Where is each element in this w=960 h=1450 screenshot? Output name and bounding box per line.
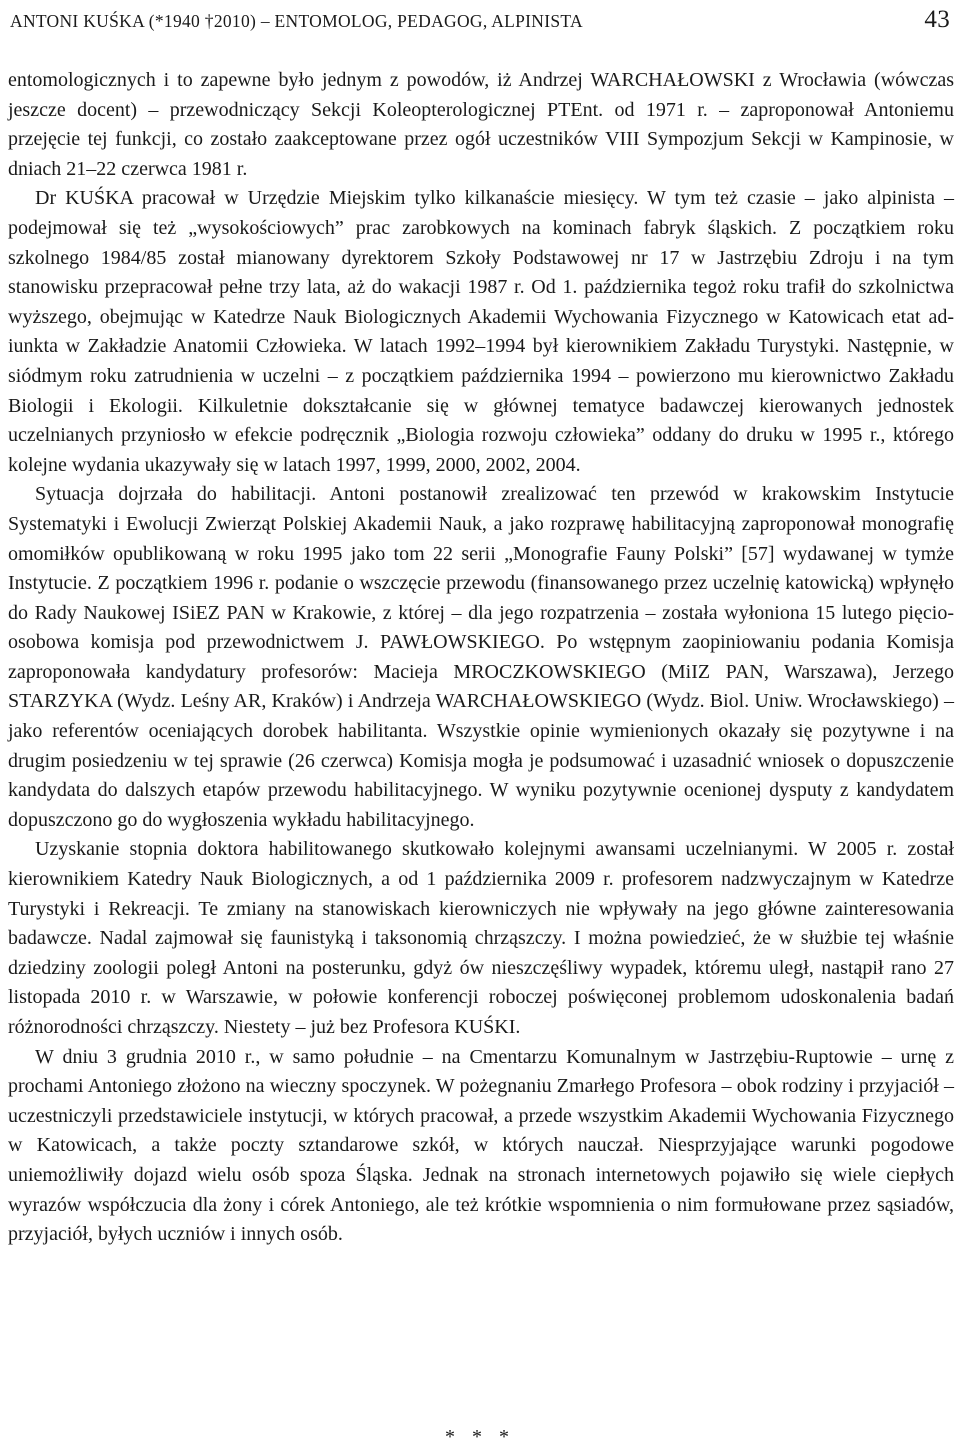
paragraph-continuation: entomologicznych i to zapewne było jednym z powodów, iż Andrzej WARCHAŁOWSKI z Wrocławia (wówczas jeszcze docent) – przewodniczący Sekcji Koleopterologicznej PTEnt. od 1971 r. – zaproponował Antoniemu przejęcie tej funkcji, co zostało zaakceptowane przez ogół uczestników VIII Sympozjum Sekcji w Kampinosie, w dniach 21–22 czerwca 1981 r. [8,69,954,180]
paragraph-career: Dr KUŚKA pracował w Urzędzie Miejskim tylko kilkanaście miesięcy. W tym też czasie – jako alpinista – podejmował się też „wysokościowych” prac zarobkowych na kominach fabryk śląskich. Z początkiem roku szkolnego 1984/85 został mianowany dyrektorem Szkoły Podstawowej nr 17 w Jastrzębiu Zdroju i na tym stanowisku przepracował pełne trzy lata, aż do wakacji 1987 r. Od 1. października tegoż roku trafił do szkolnictwa wyższego, obejmując w Katedrze Nauk Biologicznych Akademii Wychowania Fizycznego w Katowicach etat adiunkta w Zakładzie Anatomii Człowieka. W latach 1992–1994 był kierownikiem Zakładu Turystyki. Następnie, w siódmym roku zatrudnienia w uczelni – z początkiem października 1994 – powierzono mu kierownictwo Zakładu Biologii i Ekologii. Kilkuletnie dokształcanie się w głównej tematyce badawczej kierowanych jednostek uczelnianych przyniosło w efekcie podręcznik „Biologia rozwoju człowieka” oddany do druku w 1995 r., którego kolejne wydania ukazywały się w latach 1997, 1999, 2000, 2002, 2004. [8,187,954,476]
article-body [8,66,954,1250]
page-number: 43 [924,6,950,33]
paragraph-funeral: W dniu 3 grudnia 2010 r., w samo południe – na Cmentarzu Komunalnym w Jastrzębiu-Ruptowie – urnę z prochami Antoniego złożono na wieczny spoczynek. W pożegnaniu Zmarłego Profesora – obok rodziny i przyjaciół – uczestniczyli przedstawiciele instytucji, w których pracował, a przede wszystkim Akademii Wychowania Fizycznego w Katowicach, a także poczty sztandarowe szkół, w których nauczał. Niesprzyjające warunki pogodowe uniemożliwiły dojazd wielu osób spoza Śląska. Jednak na stronach internetowych pojawiło się wiele ciepłych wyrazów współczucia dla żony i córek Antoniego, ale też krótkie wspomnienia o nim formułowane przez sąsiadów, przyjaciół, byłych uczniów i innych osób. [8,1045,954,1246]
section-break: * * * [445,1426,515,1448]
running-header [10,6,950,32]
paragraph-habilitation: Sytuacja dojrzała do habilitacji. Antoni postanowił zrealizować ten przewód w krakowskim Instytucie Systematyki i Ewolucji Zwierząt Polskiej Akademii Nauk, a jako rozprawę habilitacyjną zaproponował monografię omomiłków opublikowaną w roku 1995 jako tom 22 serii „Monografie Fauny Polski” [57] wydawanej w tymże Instytucie. Z początkiem 1996 r. podanie o wszczęcie przewodu (finansowanego przez uczelnię katowicką) wpłynęło do Rady Naukowej ISiEZ PAN w Krakowie, z której – dla jego rozpatrzenia – została wyłoniona 15 lutego pięcioosobowa komisja pod przewodnictwem J. PAWŁOWSKIEGO. Po wstępnym zaopiniowaniu podania Komisja zaproponowała kandydatury profesorów: Macieja MROCZKOWSKIEGO (MiIZ PAN, Warszawa), Jerzego STARZYKA (Wydz. Leśny AR, Kraków) i Andrzeja WARCHAŁOWSKIEGO (Wydz. Biol. Uniw. Wrocławskiego) – jako referentów oceniających dorobek habilitanta. Wszystkie opinie wymienionych okazały się pozytywne i na drugim posiedzeniu w tej sprawie (26 czerwca) Komisja mogła je podsumować i uzasadnić wniosek o dopuszczenie kandydata do dalszych etapów przewodu habilitacyjnego. W wyniku pozytywnie ocenionej dysputy z kandydatem dopuszczono go do wygłoszenia wykładu habilitacyjnego. [8,483,954,831]
paragraph-promotions: Uzyskanie stopnia doktora habilitowanego skutkowało kolejnymi awansami uczelnianymi. W 2005 r. został kierownikiem Katedry Nauk Biologicznych, a od 1 października 2009 r. profesorem nadzwyczajnym w Katedrze Turystyki i Rekreacji. Te zmiany na stanowiskach kierowniczych nie wpływały na jego główne zainteresowania badawcze. Nadal zajmował się faunistyką i taksonomią chrząszczy. I można powiedzieć, że w służbie tej właśnie dziedziny zoologii poległ Antoni na posterunku, gdyż ów nieszczęśliwy wypadek, któremu uległ, nastąpił rano 27 listopada 2010 r. w Warszawie, w połowie konferencji roboczej poświęconej problemom udoskonalenia badań różnorodności chrząszczy. Niestety – już bez Profesora KUŚKI. [8,838,954,1038]
running-title: ANTONI KUŚKA (*1940 †2010) – ENTOMOLOG, PEDAGOG, ALPINISTA [10,11,583,31]
